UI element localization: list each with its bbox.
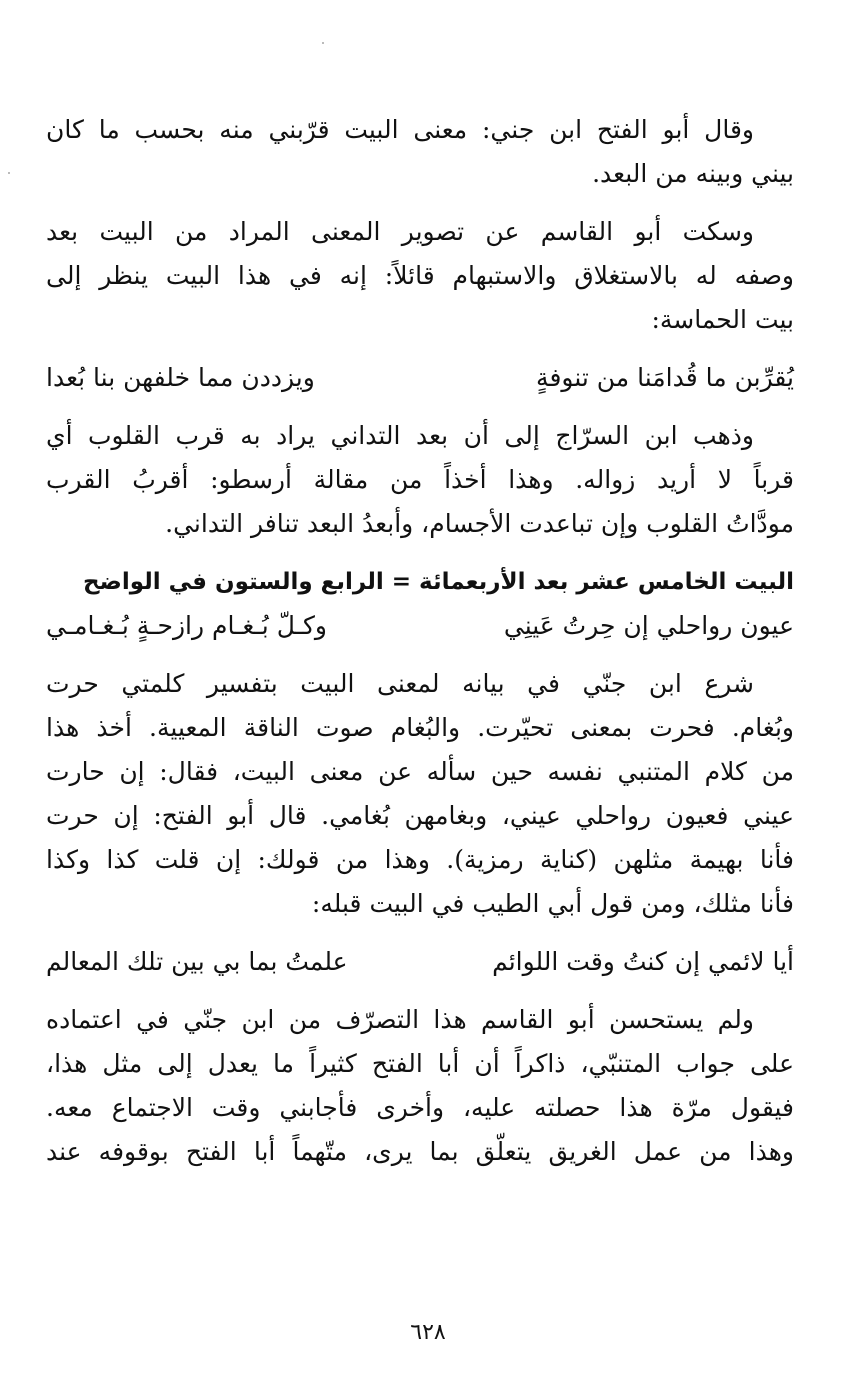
text-line: فيقول مرّة هذا حصلته عليه، وأخرى فأجابني وقت الاجتماع معه. [46,1093,794,1122]
page-number: ٦٢٨ [410,1320,446,1345]
paragraph [46,210,794,342]
text-line: على جواب المتنبّي، ذاكراً أن أبا الفتح كثيراً ما يعدل إلى مثل هذا، [46,1049,794,1078]
verse-first-hemistich: أيا لائمي إن كنتُ وقت اللوائم [492,947,794,976]
scan-speck [8,172,10,174]
text-line: وذهب ابن السرّاج إلى أن بعد التداني يراد به قرب القلوب أي [46,421,754,450]
text-line: وصفه له بالاستغلاق والاستبهام قائلاً: إنه في هذا البيت ينظر إلى [46,261,794,290]
text-line: وهذا من عمل الغريق يتعلّق بما يرى، متّهماً أبا الفتح بوقوفه عند [46,1137,794,1166]
text-line: فأنا مثلك، ومن قول أبي الطيب في البيت قبله: [311,889,794,918]
text-line: وسكت أبو القاسم عن تصوير المعنى المراد من البيت بعد [46,217,754,246]
verse [46,356,794,400]
text-line: من كلام المتنبي نفسه حين سأله عن معنى البيت، فقال: إن حارت [46,757,794,786]
text-line: شرع ابن جنّي في بيانه لمعنى البيت بتفسير كلمتي حرت [46,669,754,698]
paragraph [46,108,794,196]
verse [46,604,794,648]
text-line: بيني وبينه من البعد. [592,159,794,188]
text-line: وبُغام. فحرت بمعنى تحيّرت. والبُغام صوت الناقة المعيية. أخذ هذا [46,713,794,742]
verse-second-hemistich: ويزددن مما خلفهن بنا بُعدا [46,363,315,392]
section-heading: البيت الخامس عشر بعد الأربعمائة = الرابع والستون في الواضح [83,569,794,595]
verse-second-hemistich: علمتُ بما بي بين تلك المعالم [46,947,348,976]
paragraph [46,998,794,1174]
text-line: بيت الحماسة: [651,305,794,334]
scan-speck [322,42,324,44]
text-line: فأنا بهيمة مثلهن (كناية رمزية). وهذا من قولك: إن قلت كذا وكذا [46,845,794,874]
text-line: مودَّاتُ القلوب وإن تباعدت الأجسام، وأبعدُ البعد تنافر التداني. [165,509,794,538]
verse-first-hemistich: يُقرِّبن ما قُدامَنا من تنوفةٍ [536,363,794,392]
paragraph [46,414,794,546]
verse-second-hemistich: وكـلّ بُـغـام رازحـةٍ بُـغـامـي [46,611,327,640]
text-line: وقال أبو الفتح ابن جني: معنى البيت قرّبني منه بحسب ما كان [46,115,754,144]
verse-first-hemistich: عيون رواحلي إن حِرتُ عَينِي [503,611,794,640]
text-line: ولم يستحسن أبو القاسم هذا التصرّف من ابن جنّي في اعتماده [46,1005,754,1034]
text-line: قرباً لا أريد زواله. وهذا أخذاً من مقالة أرسطو: أقربُ القرب [46,465,794,494]
page-body [46,108,794,1174]
verse [46,940,794,984]
paragraph [46,662,794,926]
text-line: عيني فعيون رواحلي عيني، وبغامهن بُغامي. قال أبو الفتح: إن حرت [46,801,794,830]
